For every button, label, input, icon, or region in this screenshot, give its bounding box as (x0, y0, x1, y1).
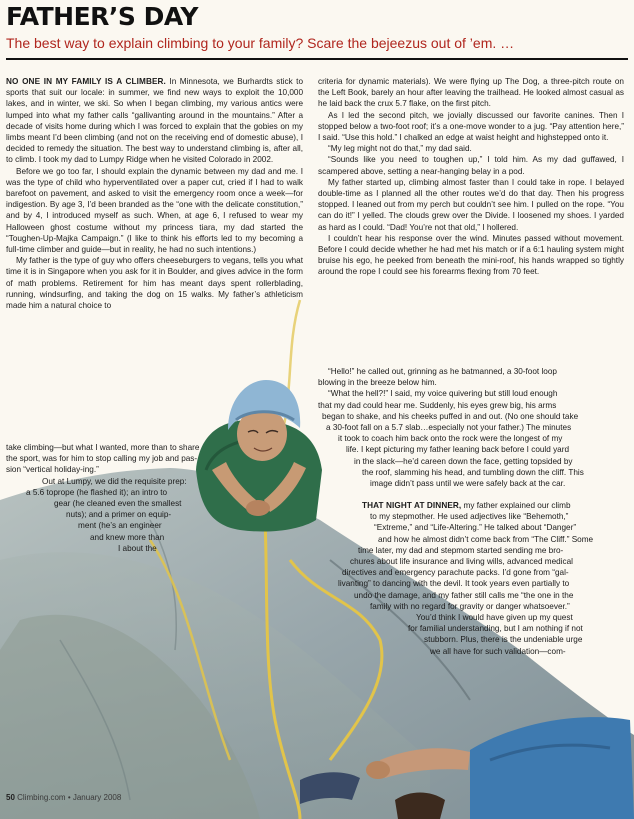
paragraph: My father started up, climbing almost faster than I could take in rope. I belayed double-time as I planned all the other routes we’d do that day. Then his progress stopped. I leaned out from my perch but couldn’t see him. I pulled on the rope. “You can do it!” I yelled. The clouds grew over the Divide. I loosened my shoes. I yarded as hard as I could. “Dad! You’re not that old,” I hollered. (318, 177, 624, 232)
text-line: directives and emergency parachute packs. I’d gone from “gal- (342, 568, 569, 578)
text-line: ment (he’s an engineer (78, 521, 162, 531)
text-line: in the slack—he’d careen down the face, getting topsided by (354, 456, 573, 466)
paragraph: Before we go too far, I should explain the dynamic between my dad and me. I was the type of child who hyperventilated over a paper cut, cried if I had to walk barefoot on pavement, and asked to visit the emergency room once a week—for indigestion. By age 3, I’d been branded as the “one with the delicate constitution,” and by 4, I introduced myself as such. When, at age 6, I refused to wear my Halloween ghost costume without my princess tiara, my dad started the “Toughen-Up-Majka Campaign.” (I like to think his efforts led to my becoming a full-time climber and guide—but in reality, he had no such intentions.) (6, 166, 303, 255)
text-line: “Hello!” he called out, grinning as he batmanned, a 30-foot loop (328, 367, 557, 376)
belayer-hair (395, 793, 445, 819)
right-wrap-text (318, 366, 584, 489)
paragraph (6, 76, 303, 166)
left-wrap-text (6, 442, 199, 554)
title-rule (6, 58, 628, 60)
text-line (318, 500, 593, 511)
lead-in: THAT NIGHT AT DINNER, (362, 501, 462, 510)
text-line: life. I kept picturing my father leaning back before I could yard (346, 445, 570, 455)
page-folio (6, 793, 121, 802)
right-column (318, 76, 624, 278)
text-line: it took to coach him back onto the rock were the longest of my (338, 434, 563, 444)
text-line: nuts); and a primer on equip- (66, 510, 172, 520)
text-line: blowing in the breeze below him. (318, 378, 437, 388)
text-line: “Extreme,” and “Life-Altering.” He talked about “Danger” (374, 523, 577, 533)
text-line: Out at Lumpy, we did the requisite prep: (42, 476, 187, 486)
lead-in: NO ONE IN MY FAMILY IS A CLIMBER. (6, 77, 166, 86)
paragraph: “My leg might not do that,” my dad said. (328, 144, 472, 154)
left-column (6, 76, 303, 311)
text-run: my father explained our climb (461, 501, 571, 510)
text-line: You’d think I would have given up my quest (416, 613, 573, 623)
text-line: I about the (118, 543, 157, 553)
text-line: a 5.6 toprope (he flashed it); an intro to (26, 487, 168, 497)
paragraph: “Sounds like you need to toughen up,” I told him. As my dad guffawed, I scampered above, setting a near-hanging belay in a pod. (318, 155, 624, 176)
text-line: and how he almost didn’t come back from “The Cliff.” Some (378, 534, 594, 544)
text-line: family with no regard for gravity or danger whatsoever.” (370, 601, 570, 611)
right-wrap-text-2 (318, 500, 593, 657)
page-number: 50 (6, 793, 15, 802)
paragraph: I couldn’t hear his response over the wind. Minutes passed without movement. Before I could decide whether he had met his match or if a 6:1 hauling system might bruise his ego, he peeked from beneath the mini-roof, his hands wrapped so tightly around the rope I could see his forearms flexing from 70 feet. (318, 233, 624, 277)
text-line: “What the hell?!” I said, my voice quivering but still loud enough (328, 389, 558, 399)
text-line: chures about life insurance and living wills, advanced medical (350, 557, 574, 567)
text-line: take climbing—but what I wanted, more than to share (6, 443, 200, 452)
text-line: stubborn. Plus, there is the undeniable urge (424, 635, 583, 645)
text-line: began to shake, and his cheeks puffed in and out. (No one should take (322, 411, 579, 421)
text-line: gear (he cleaned even the smallest (54, 499, 182, 509)
text-line: a 30-foot fall on a 5.7 slab…especially not your father.) The minutes (326, 423, 572, 433)
text-line: livanting” to dancing with the devil. It took years even partially to (338, 579, 570, 589)
text-line: we all have for such validation—com- (430, 646, 566, 656)
text-line: undo the damage, and my father still calls me “the one in the (354, 590, 574, 600)
text-line: that my dad could hear me. Suddenly, his eyes grew big, his arms (318, 400, 557, 410)
paragraph: criteria for dynamic materials). We were flying up The Dog, a three-pitch route on the Left Book, barely an hour after leaving the trailhead. He looked almost casual as he laid back the crux 5.7 flake, on the first pitch. (318, 77, 624, 109)
paragraph: As I led the second pitch, we jovially discussed our favorite canines. Then I stopped below a two-foot roof; it’s a one-move wonder to a jug. “Pay attention here,” I said. “Use this hold.” I chalked an edge at waist height and highstepped onto it. (318, 110, 624, 143)
page-title: FATHER’S DAY (6, 2, 198, 31)
text-line: to my stepmother. He used adjectives like “Behemoth,” (370, 512, 569, 522)
text-line: the roof, slamming his head, and tumbling down the cliff. This (362, 467, 584, 477)
text-line: the sport, was for him to stop calling my job and pas- (6, 454, 198, 464)
text-line: sion “vertical holiday-ing.” (6, 465, 99, 475)
text-line: time later, my dad and stepmom started sending me bro- (358, 545, 564, 555)
text-line: for familial understanding, but I am nothing if not (408, 624, 583, 634)
dek-subtitle: The best way to explain climbing to your family? Scare the bejeezus out of ’em. … (6, 35, 515, 51)
text-line: and knew more than (90, 532, 165, 542)
folio-text: Climbing.com • January 2008 (17, 793, 122, 802)
paragraph-text: In Minnesota, we Burhardts stick to sports that suit our locale: in summer, we find new ways to exploit the 10,000 lakes, and in winter, we ski. So when I began climbing, my various antics were lumped into what my father calls “gallivanting around in the mountains.” After a decade of visits home during which I was forced to explain that the gobies on my limbs meant I’d been climbing (and not on the receiving end of domestic abuse), I decided to remedy the situation. The best way to understand climbing is, after all, to climb. I took my dad to Lumpy Ridge when he visited Colorado in 2002. (6, 77, 303, 165)
text-line: image didn’t pass until we were safely back at the car. (370, 479, 566, 489)
paragraph: My father is the type of guy who offers cheeseburgers to vegans, tells you what time it is in Singapore when you ask for it in Boulder, and gives advice in the form of math problems. Retirement for him has meant days spent rollerblading, running, windsurfing, and taking the dog on 15 walks. My father’s athleticism made him a natural choice to (6, 256, 303, 311)
